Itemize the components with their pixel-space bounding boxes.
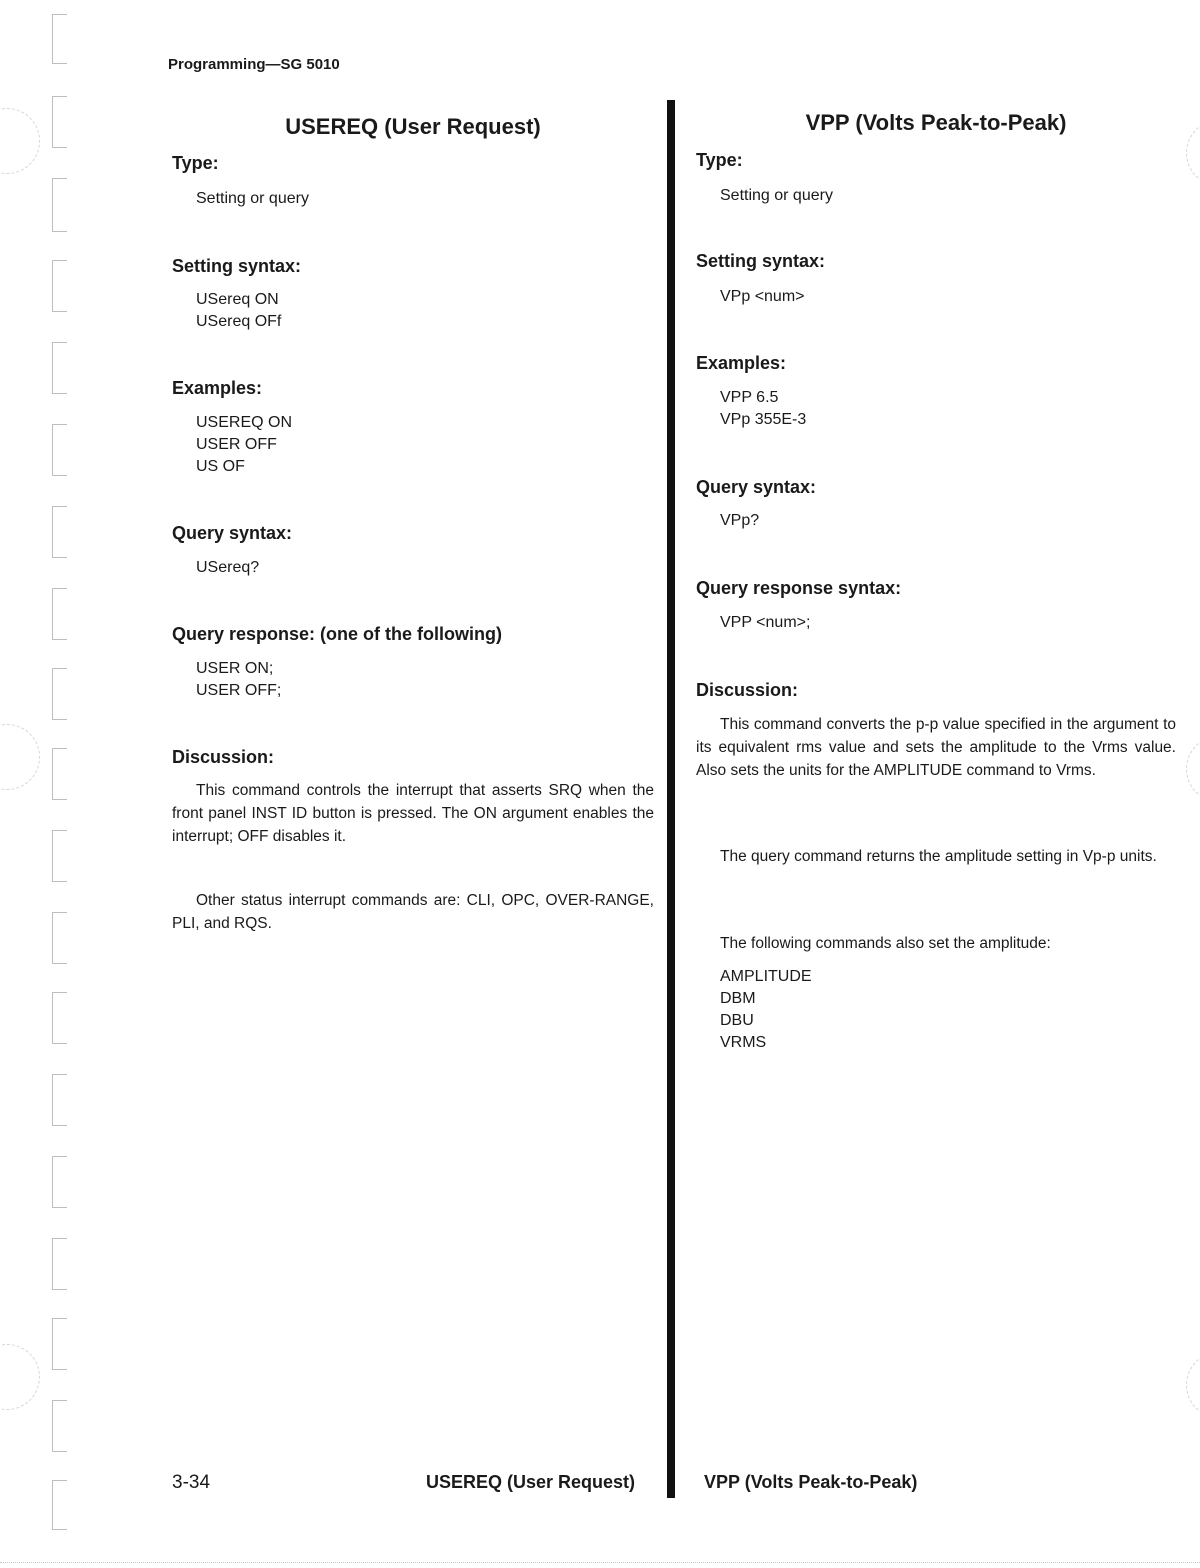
column-divider — [667, 100, 675, 1498]
syntax-line: USereq ON — [196, 291, 279, 308]
also-commands-list — [720, 966, 812, 1054]
binder-tab — [52, 1238, 67, 1290]
query-syntax-heading: Query syntax: — [172, 523, 293, 543]
binder-tab — [52, 1400, 67, 1452]
examples-heading: Examples: — [172, 378, 263, 398]
query-syntax-lines — [196, 557, 259, 579]
binder-tab — [52, 14, 67, 64]
punch-hole — [1186, 120, 1200, 186]
punch-hole — [1186, 1352, 1200, 1418]
example-line: VPP 6.5 — [720, 389, 779, 406]
discussion-heading: Discussion: — [172, 747, 275, 767]
binder-tab — [52, 342, 67, 394]
binder-tab — [52, 1156, 67, 1208]
running-head: Programming—SG 5010 — [168, 56, 340, 73]
command-line: VRMS — [720, 1034, 767, 1051]
punch-hole — [0, 108, 40, 174]
page-number: 3-34 — [172, 1472, 211, 1493]
binder-tab — [52, 588, 67, 640]
examples-lines — [720, 387, 806, 431]
setting-syntax-heading: Setting syntax: — [172, 256, 302, 276]
binder-tab — [52, 1318, 67, 1370]
binder-tab — [52, 424, 67, 476]
binder-tab — [52, 830, 67, 882]
punch-hole — [0, 1344, 40, 1410]
query-syntax-heading: Query syntax: — [696, 477, 817, 497]
binder-tab — [52, 992, 67, 1044]
command-line: DBU — [720, 1012, 754, 1029]
binder-tab — [52, 178, 67, 232]
type-value — [720, 185, 833, 207]
setting-syntax-lines — [196, 289, 281, 333]
section-title: VPP (Volts Peak-to-Peak) — [805, 110, 1067, 135]
query-response-heading: Query response: (one of the following) — [172, 624, 503, 644]
binder-tab — [52, 96, 67, 148]
example-line: US OF — [196, 458, 245, 475]
query-line: VPp? — [720, 512, 760, 529]
command-line: AMPLITUDE — [720, 968, 812, 985]
example-line: USEREQ ON — [196, 414, 293, 431]
footer-right-label: VPP (Volts Peak-to-Peak) — [704, 1472, 918, 1492]
query-response-heading: Query response syntax: — [696, 578, 902, 598]
response-line: USER OFF; — [196, 682, 282, 699]
query-response-lines — [720, 612, 810, 634]
punch-hole — [1186, 736, 1200, 802]
perforation-line — [0, 1562, 1200, 1563]
query-syntax-lines — [720, 510, 759, 532]
binder-tab — [52, 506, 67, 558]
discussion-paragraph: This command controls the interrupt that asserts SRQ when the front panel INST ID button is pressed. The ON argument enables the interrupt; OFF disables it. — [172, 782, 654, 845]
binder-tab — [52, 260, 67, 312]
punch-hole — [0, 724, 40, 790]
type-value — [196, 188, 309, 210]
type-text: Setting or query — [196, 190, 309, 207]
footer-left-label: USEREQ (User Request) — [426, 1472, 636, 1492]
binder-tab — [52, 748, 67, 800]
binder-tab — [52, 668, 67, 720]
binder-tab — [52, 1480, 67, 1530]
type-heading: Type: — [696, 150, 743, 170]
syntax-line: USereq OFf — [196, 313, 282, 330]
type-heading: Type: — [172, 153, 219, 173]
binder-tab — [52, 1074, 67, 1126]
response-line: USER ON; — [196, 660, 274, 677]
setting-syntax-lines — [720, 286, 805, 308]
binder-tab — [52, 912, 67, 964]
type-text: Setting or query — [720, 187, 833, 204]
response-line: VPP <num>; — [720, 614, 811, 631]
discussion-paragraph: This command converts the p-p value specified in the argument to its equivalent rms value and sets the amplitude to the Vrms value. Also sets the units for the AMPLITUDE command to Vrms. — [696, 716, 1176, 779]
discussion-paragraph: Other status interrupt commands are: CLI, OPC, OVER-RANGE, PLI, and RQS. — [172, 892, 654, 932]
examples-lines — [196, 412, 292, 478]
discussion-paragraph: The query command returns the amplitude setting in Vp-p units. — [720, 848, 1157, 865]
syntax-line: VPp <num> — [720, 288, 805, 305]
query-line: USereq? — [196, 559, 260, 576]
discussion-paragraph: The following commands also set the amplitude: — [720, 935, 1051, 952]
example-line: USER OFF — [196, 436, 277, 453]
setting-syntax-heading: Setting syntax: — [696, 251, 826, 271]
query-response-lines — [196, 658, 281, 702]
command-line: DBM — [720, 990, 756, 1007]
example-line: VPp 355E-3 — [720, 411, 807, 428]
discussion-heading: Discussion: — [696, 680, 799, 700]
section-title: USEREQ (User Request) — [285, 114, 541, 139]
examples-heading: Examples: — [696, 353, 787, 373]
